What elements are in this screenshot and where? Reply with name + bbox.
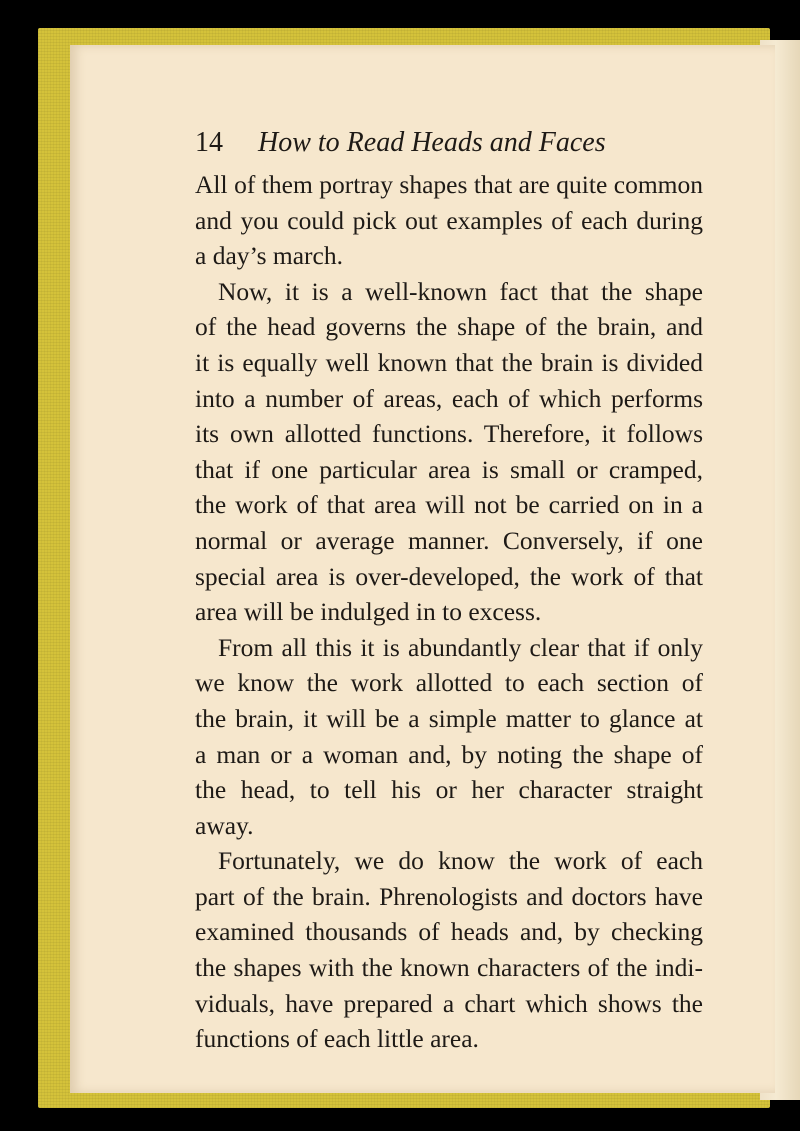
text-line: part of the brain. Phrenologists and doctors have <box>195 881 703 911</box>
text-line: a man or a woman and, by noting the shape of <box>195 739 703 769</box>
text-line: area will be indulged in to excess. <box>195 597 542 627</box>
text-line: a day’s march. <box>195 241 343 271</box>
text-line: viduals, have prepared a chart which shows the <box>195 988 703 1018</box>
page-number: 14 <box>195 127 223 158</box>
text-line: it is equally well known that the brain is divided <box>195 347 703 377</box>
text-line: functions of each little area. <box>195 1024 479 1054</box>
text-line: away. <box>195 810 254 840</box>
text-line: Fortunately, we do know the work of each <box>218 846 703 876</box>
text-line: examined thousands of heads and, by checking <box>195 917 703 947</box>
text-line: the shapes with the known characters of the indi- <box>195 953 703 983</box>
text-line: its own allotted functions. Therefore, it follows <box>195 419 703 449</box>
text-line: Now, it is a well-known fact that the shape <box>218 276 703 306</box>
text-line: the brain, it will be a simple matter to glance at <box>195 703 703 733</box>
text-line: the work of that area will not be carried on in a <box>195 490 703 520</box>
body-text <box>195 167 703 1057</box>
text-line: into a number of areas, each of which performs <box>195 383 703 413</box>
text-line: special area is over-developed, the work of that <box>195 561 703 591</box>
text-line: of the head governs the shape of the brain, and <box>195 312 703 342</box>
text-line: the head, to tell his or her character straight <box>195 775 703 805</box>
text-line: and you could pick out examples of each during <box>195 205 703 235</box>
running-title: How to Read Heads and Faces <box>258 127 606 158</box>
text-line: we know the work allotted to each section of <box>195 668 703 698</box>
text-line: All of them portray shapes that are quite common <box>195 170 703 199</box>
text-line: From all this it is abundantly clear that if only <box>218 632 703 662</box>
text-line: that if one particular area is small or cramped, <box>195 454 703 484</box>
text-line: normal or average manner. Conversely, if one <box>195 525 703 555</box>
page-header <box>195 127 606 159</box>
